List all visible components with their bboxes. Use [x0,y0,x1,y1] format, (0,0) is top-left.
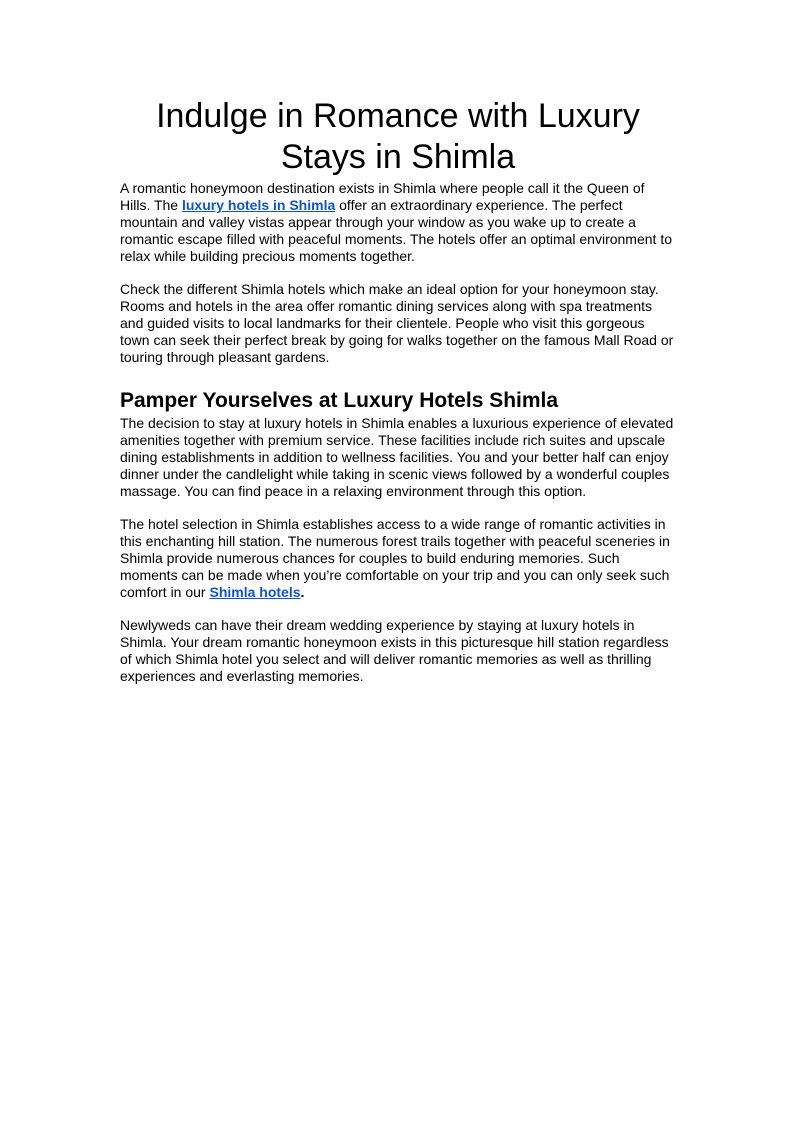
intro-text-before-link: A romantic honeymoon destination exists in Shimla where people call it the Queen of Hills. The [120,180,645,213]
page-title [120,96,676,178]
activities-text-after-link: . [300,584,305,600]
document-page [120,96,676,685]
paragraph-newlyweds: Newlyweds can have their dream wedding experience by staying at luxury hotels in Shimla. Your dream romantic honeymoon exists in this picturesque hill station regardless of which Shimla hotel you select and will deliver romantic memories as well as thrilling experiences and everlasting memories. [120,617,669,684]
section-heading: Pamper Yourselves at Luxury Hotels Shimla [120,389,559,412]
intro-paragraph [120,180,676,265]
shimla-hotels-link[interactable]: Shimla hotels [209,584,301,600]
paragraph-romantic-activities [120,516,676,601]
page-title-line-2: Stays in Shimla [280,138,516,176]
paragraph-shimla-hotels-options: Check the different Shimla hotels which make an ideal option for your honeymoon stay. Rooms and hotels in the area offer romantic dining services along with spa treatments and guided visits to local landmarks for their clientele. People who visit this gorgeous town can seek their perfect break by going for walks together on the famous Mall Road or touring through pleasant gardens. [120,281,674,365]
luxury-hotels-in-shimla-link[interactable]: luxury hotels in Shimla [181,197,336,213]
page-title-line-1: Indulge in Romance with Luxury [156,97,640,135]
activities-text-before-link: The hotel selection in Shimla establishes access to a wide range of romantic activities in this enchanting hill station. The numerous forest trails together with peaceful sceneries in Shimla provide numerous chances for couples to build enduring memories. Such moments can be made when you’re comfortable on your trip and you can only seek such comfort in our [120,516,670,600]
paragraph-luxury-experience: The decision to stay at luxury hotels in Shimla enables a luxurious experience of elevated amenities together with premium service. These facilities include rich suites and upscale dining establishments in addition to wellness facilities. You and your better half can enjoy dinner under the candlelight while taking in scenic views followed by a wonderful couples massage. You can find peace in a relaxing environment through this option. [120,415,674,499]
intro-text-after-link: offer an extraordinary experience. The perfect mountain and valley vistas appear through your window as you wake up to create a romantic escape filled with peaceful moments. The hotels offer an optimal environment to relax while building precious moments together. [120,197,672,264]
